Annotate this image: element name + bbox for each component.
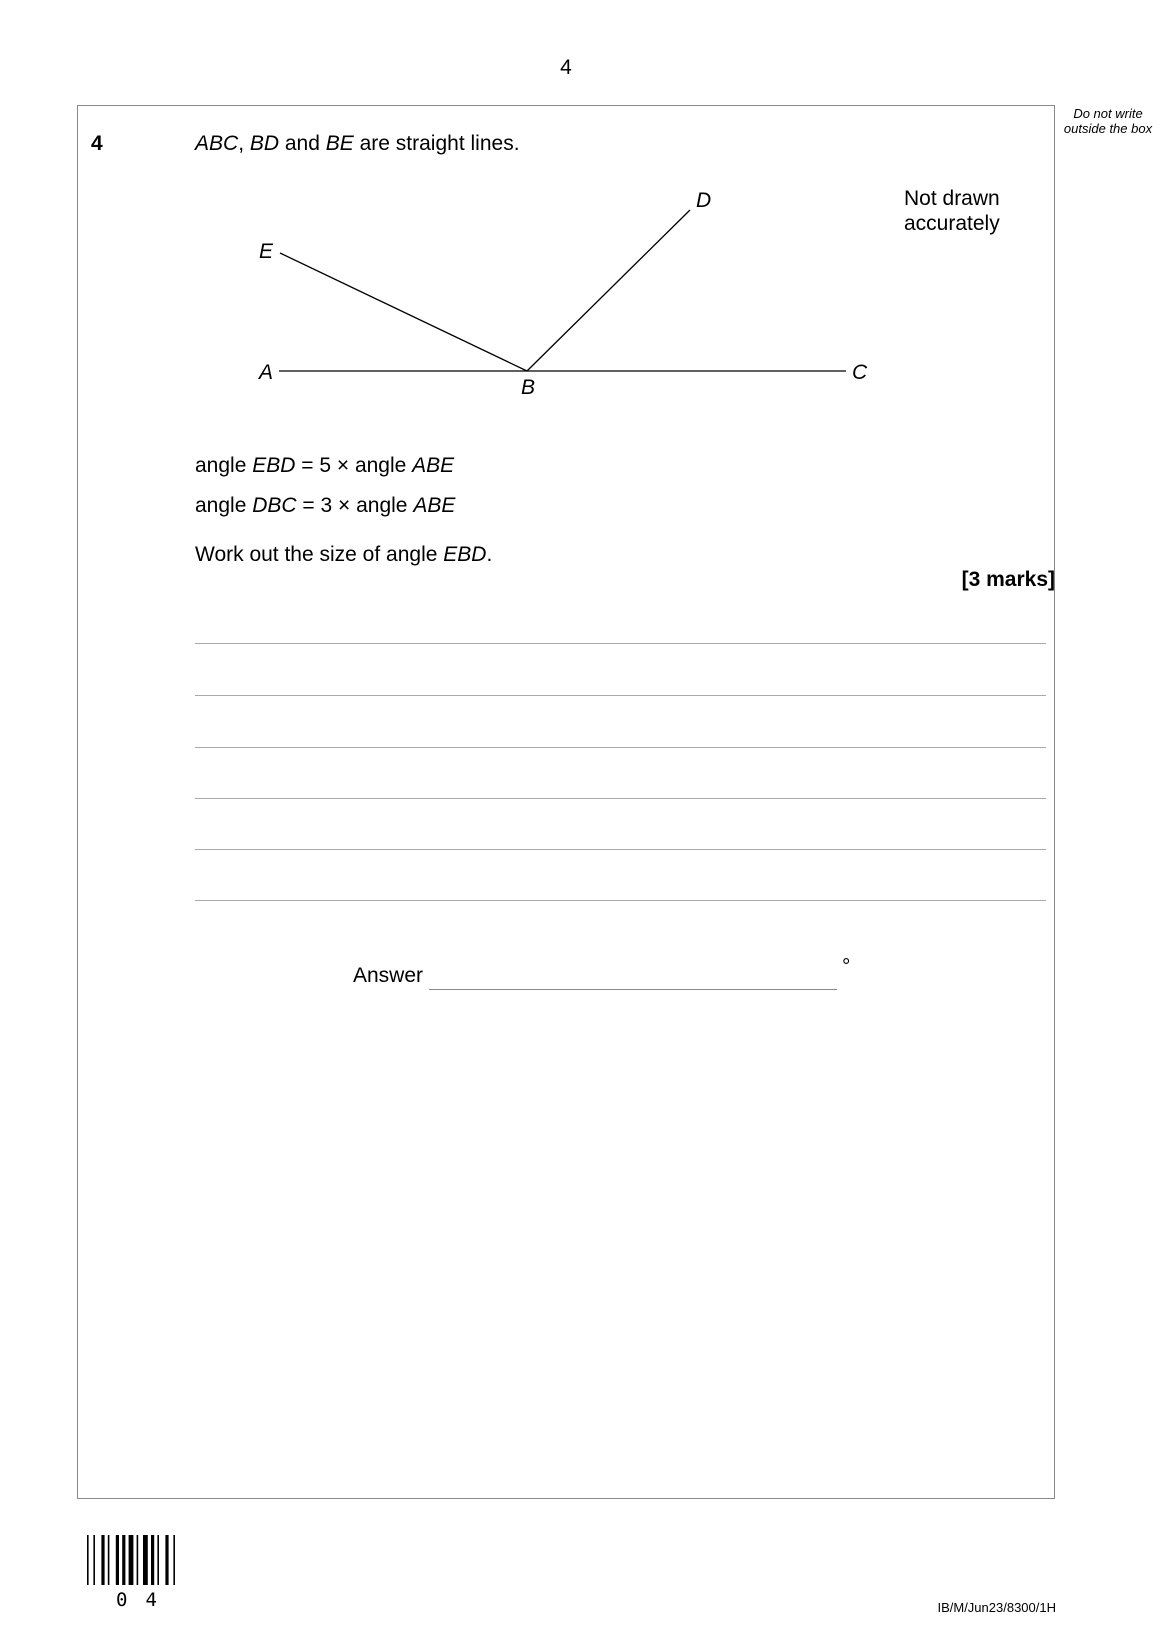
text: angle <box>195 494 253 517</box>
barcode-bar <box>151 1535 154 1585</box>
barcode-bar <box>157 1535 159 1585</box>
barcode-bar <box>137 1535 139 1585</box>
barcode-bar <box>101 1535 104 1585</box>
angle-name: DBC <box>252 494 297 517</box>
working-line[interactable] <box>195 849 1046 850</box>
equation-ebd <box>195 454 454 478</box>
label-e: E <box>259 240 274 263</box>
working-line[interactable] <box>195 798 1046 799</box>
working-line[interactable] <box>195 747 1046 748</box>
text: Work out the size of angle <box>195 543 444 566</box>
note-line: accurately <box>904 212 1000 235</box>
text: . <box>486 543 493 566</box>
question-number: 4 <box>91 132 103 155</box>
barcode-bar <box>129 1535 134 1585</box>
barcode-bar <box>116 1535 119 1585</box>
label-c: C <box>852 361 868 384</box>
marks-label: [3 marks] <box>961 568 1055 591</box>
question-instruction <box>195 543 492 567</box>
page-number: 4 <box>560 56 572 79</box>
text: angle <box>195 454 253 477</box>
text: , <box>238 132 250 155</box>
label-d: D <box>696 189 712 212</box>
barcode-bar <box>143 1535 148 1585</box>
equation-dbc <box>195 494 455 518</box>
answer-input-line[interactable] <box>429 989 837 990</box>
barcode-number: 04 <box>116 1589 175 1611</box>
angle-name: EBD <box>252 454 296 477</box>
line-be <box>280 253 527 371</box>
angle-name: EBD <box>443 543 487 566</box>
paper-reference: IB/M/Jun23/8300/1H <box>937 1600 1056 1615</box>
margin-note: Do not write outside the box <box>1063 106 1153 136</box>
not-drawn-accurately-note <box>904 186 1000 236</box>
label-b: B <box>521 376 536 399</box>
barcode-bar <box>173 1535 175 1585</box>
barcode-bar <box>108 1535 110 1585</box>
barcode-bar <box>165 1535 168 1585</box>
line-bd: BD <box>249 132 280 155</box>
working-line[interactable] <box>195 643 1046 644</box>
line-abc: ABC <box>195 132 239 155</box>
barcode <box>87 1535 193 1585</box>
barcode-bar <box>93 1535 95 1585</box>
text: are straight lines. <box>353 132 520 155</box>
working-line[interactable] <box>195 695 1046 696</box>
line-be: BE <box>325 132 354 155</box>
angle-name: ABE <box>413 494 456 517</box>
working-line[interactable] <box>195 900 1046 901</box>
text: and <box>279 132 326 155</box>
label-a: A <box>259 361 274 384</box>
text: = 3 × angle <box>296 494 414 517</box>
degree-unit: ° <box>842 955 851 978</box>
line-bd <box>527 210 690 371</box>
angle-name: ABE <box>412 454 455 477</box>
answer-label: Answer <box>353 964 424 987</box>
text: = 5 × angle <box>295 454 413 477</box>
note-line: Not drawn <box>904 187 1000 210</box>
barcode-bar <box>122 1535 125 1585</box>
barcode-bar <box>87 1535 89 1585</box>
